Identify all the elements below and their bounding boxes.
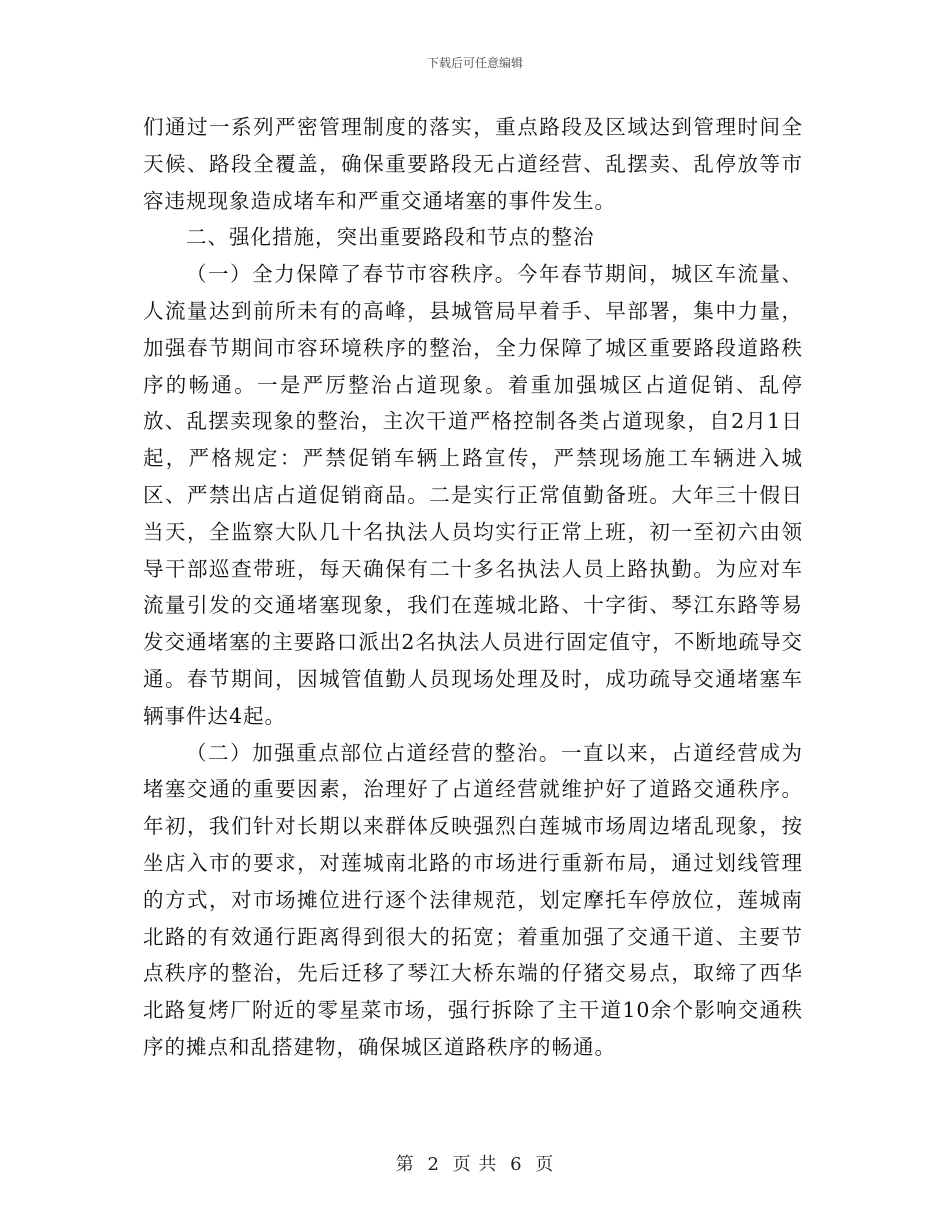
body-text <box>143 109 803 1066</box>
paragraph-continuation: 们通过一系列严密管理制度的落实，重点路段及区域达到管理时间全天候、路段全覆盖，确保重要路段无占道经营、乱摆卖、乱停放等市容违规现象造成堵车和严重交通堵塞的事件发生。 <box>143 115 803 213</box>
footer-prefix: 第 <box>395 1154 415 1175</box>
section-heading: 二、强化措施，突出重要路段和节点的整治 <box>186 225 595 250</box>
footer-current-page: 2 <box>427 1154 440 1175</box>
footer-suffix: 页 <box>535 1154 555 1175</box>
footer-total-pages: 6 <box>510 1154 523 1175</box>
page-number-footer <box>0 1150 950 1176</box>
paragraph-spring-festival: （一）全力保障了春节市容秩序。今年春节期间，城区车流量、人流量达到前所未有的高峰，县城管局早着手、早部署，集中力量，加强春节期间市容环境秩序的整治，全力保障了城区重要路段道路秩序的畅通。一是严厉整治占道现象。着重加强城区占道促销、乱停放、乱摆卖现象的整治，主次干道严格控制各类占道现象，自2月1日起，严格规定：严禁促销车辆上路宣传，严禁现场施工车辆进入城区、严禁出店占道促销商品。二是实行正常值勤备班。大年三十假日当天，全监察大队几十名执法人员均实行正常上班，初一至初六由领导干部巡查带班，每天确保有二十多名执法人员上路执勤。为应对车流量引发的交通堵塞现象，我们在莲城北路、十字街、琴江东路等易发交通堵塞的主要路口派出2名执法人员进行固定值守，不断地疏导交通。春节期间，因城管值勤人员现场处理及时，成功疏导交通堵塞车辆事件达4起。 <box>143 262 803 728</box>
header-note: 下载后可任意编辑 <box>426 56 523 70</box>
footer-middle: 页 共 <box>452 1154 498 1175</box>
paragraph-road-occupation: （二）加强重点部位占道经营的整治。一直以来，占道经营成为堵塞交通的重要因素，治理好了占道经营就维护好了道路交通秩序。年初，我们针对长期以来群体反映强烈白莲城市场周边堵乱现象，按坐店入市的要求，对莲城南北路的市场进行重新布局，通过划线管理的方式，对市场摊位进行逐个法律规范，划定摩托车停放位，莲城南北路的有效通行距离得到很大的拓宽；着重加强了交通干道、主要节点秩序的整治，先后迁移了琴江大桥东端的仔猪交易点，取缔了西华北路复烤厂附近的零星菜市场，强行拆除了主干道10余个影响交通秩序的摊点和乱搭建物，确保城区道路秩序的畅通。 <box>143 740 803 1059</box>
